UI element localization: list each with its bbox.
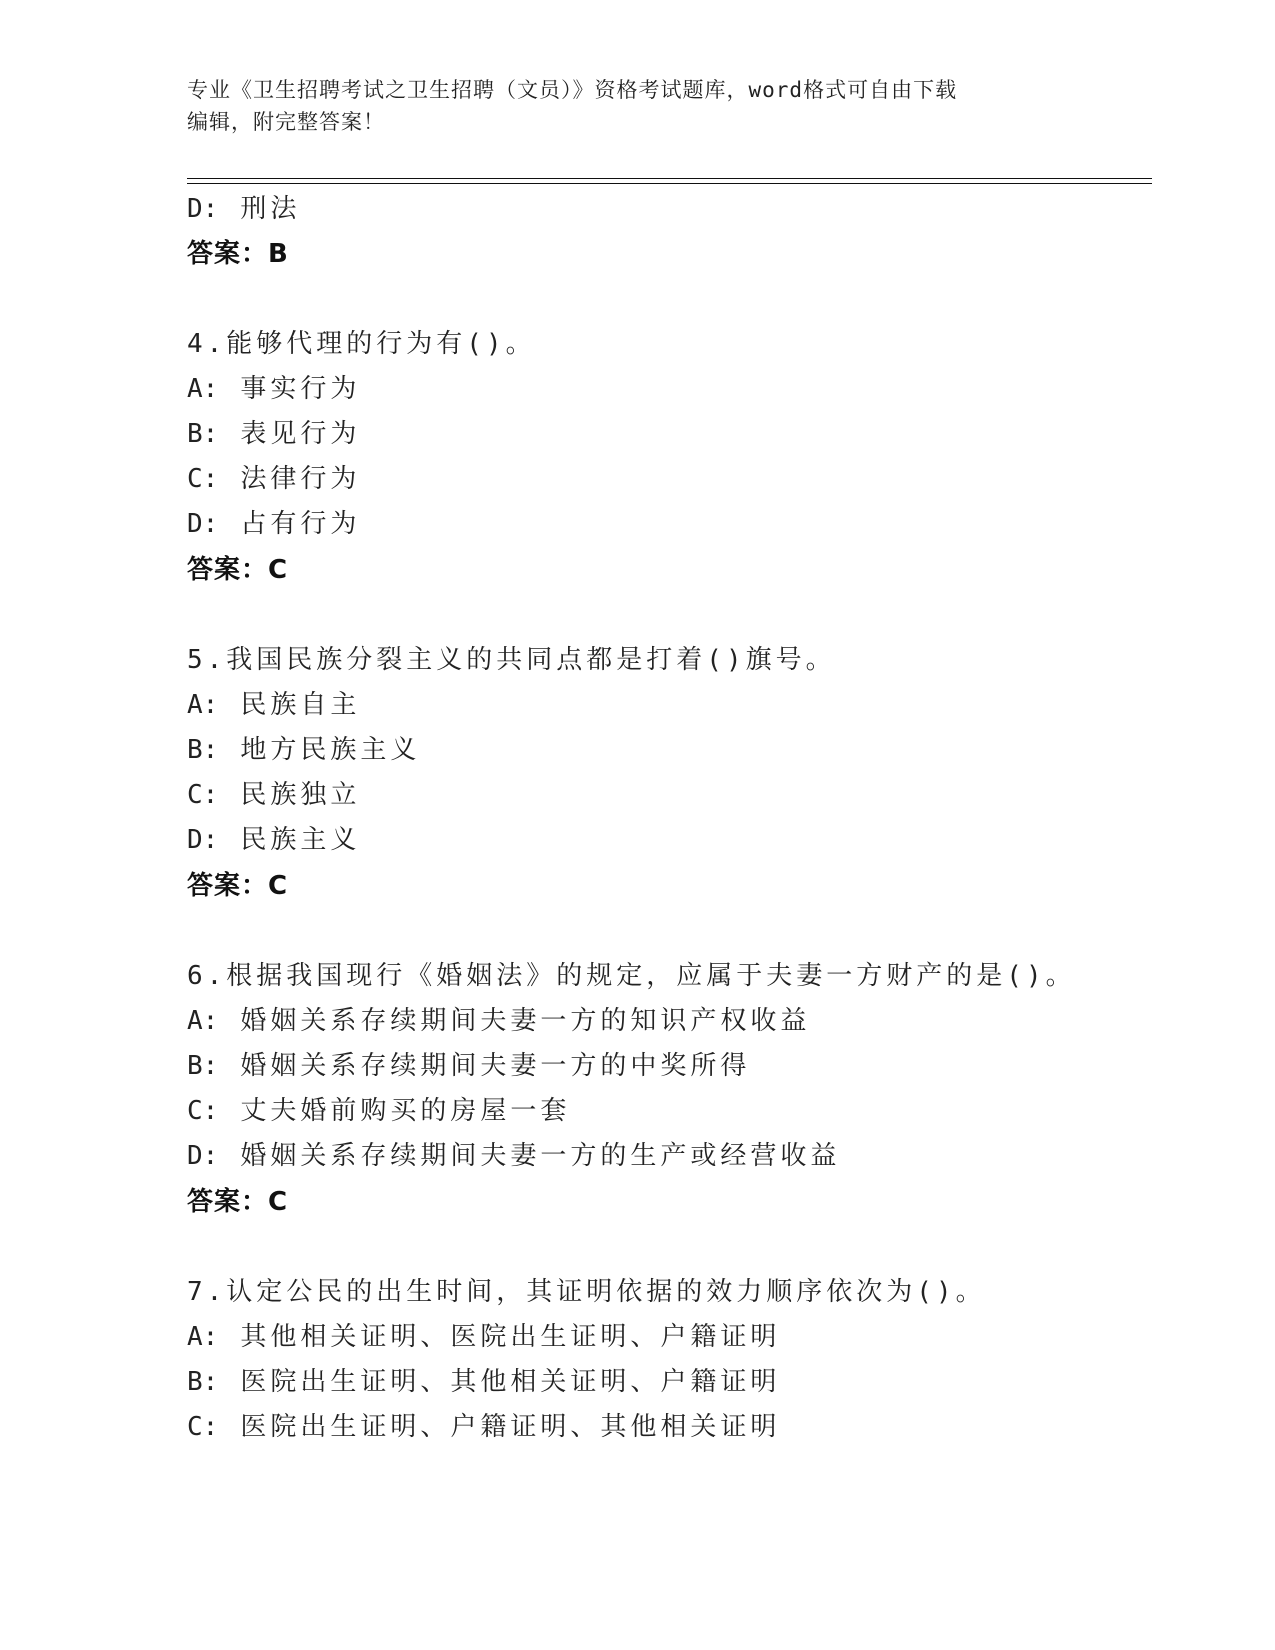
- document-header: [187, 74, 1087, 138]
- answer-line: 答案：C: [187, 555, 289, 585]
- option-line: [187, 508, 360, 540]
- option-text: 民族独立: [240, 780, 361, 810]
- answer-line: 答案：B: [187, 239, 289, 269]
- question-line: 6.根据我国现行《婚姻法》的规定，应属于夫妻一方财产的是()。: [187, 961, 1076, 991]
- option-key: D:: [187, 825, 219, 855]
- option-text: 事实行为: [240, 374, 361, 404]
- header-line-1: 专业《卫生招聘考试之卫生招聘（文员）》资格考试题库，word格式可自由下载: [187, 78, 958, 102]
- option-key: D:: [187, 1141, 219, 1171]
- option-text: 医院出生证明、其他相关证明、户籍证明: [240, 1367, 781, 1397]
- option-key: D:: [187, 194, 219, 224]
- option-line: [187, 1321, 780, 1353]
- option-text: 婚姻关系存续期间夫妻一方的中奖所得: [240, 1051, 751, 1081]
- option-text: 婚姻关系存续期间夫妻一方的生产或经营收益: [240, 1141, 841, 1171]
- option-key: C:: [187, 780, 219, 810]
- option-key: A:: [187, 1322, 219, 1352]
- option-line: [187, 1411, 780, 1443]
- option-text: 丈夫婚前购买的房屋一套: [240, 1096, 571, 1126]
- option-key: A:: [187, 690, 219, 720]
- option-line: [187, 373, 360, 405]
- option-line: [187, 1005, 810, 1037]
- option-key: B:: [187, 419, 219, 449]
- option-line: [187, 193, 300, 225]
- option-line: [187, 463, 360, 495]
- option-text: 刑法: [240, 194, 301, 224]
- option-text: 法律行为: [240, 464, 361, 494]
- option-text: 其他相关证明、医院出生证明、户籍证明: [240, 1322, 781, 1352]
- option-key: A:: [187, 1006, 219, 1036]
- answer-line: 答案：C: [187, 1187, 289, 1217]
- question-line: 7.认定公民的出生时间，其证明依据的效力顺序依次为()。: [187, 1277, 986, 1307]
- answer-line: 答案：C: [187, 871, 289, 901]
- option-line: [187, 734, 420, 766]
- option-key: A:: [187, 374, 219, 404]
- option-line: [187, 1140, 840, 1172]
- option-text: 表见行为: [240, 419, 361, 449]
- option-text: 婚姻关系存续期间夫妻一方的知识产权收益: [240, 1006, 811, 1036]
- option-key: D:: [187, 509, 219, 539]
- option-text: 民族自主: [240, 690, 361, 720]
- option-line: [187, 689, 360, 721]
- option-text: 民族主义: [240, 825, 361, 855]
- option-line: [187, 779, 360, 811]
- option-line: [187, 418, 360, 450]
- option-text: 地方民族主义: [240, 735, 421, 765]
- option-line: [187, 1095, 570, 1127]
- option-key: B:: [187, 1051, 219, 1081]
- option-text: 医院出生证明、户籍证明、其他相关证明: [240, 1412, 781, 1442]
- option-key: C:: [187, 1096, 219, 1126]
- header-divider-top: [187, 178, 1152, 179]
- option-line: [187, 1366, 780, 1398]
- header-line-2: 编辑，附完整答案！: [187, 110, 385, 134]
- header-divider-bottom: [187, 183, 1152, 184]
- option-line: [187, 1050, 750, 1082]
- option-key: C:: [187, 1412, 219, 1442]
- question-line: 5.我国民族分裂主义的共同点都是打着()旗号。: [187, 645, 836, 675]
- option-key: B:: [187, 735, 219, 765]
- option-text: 占有行为: [240, 509, 361, 539]
- question-line: 4.能够代理的行为有()。: [187, 329, 536, 359]
- option-key: C:: [187, 464, 219, 494]
- option-line: [187, 824, 360, 856]
- option-key: B:: [187, 1367, 219, 1397]
